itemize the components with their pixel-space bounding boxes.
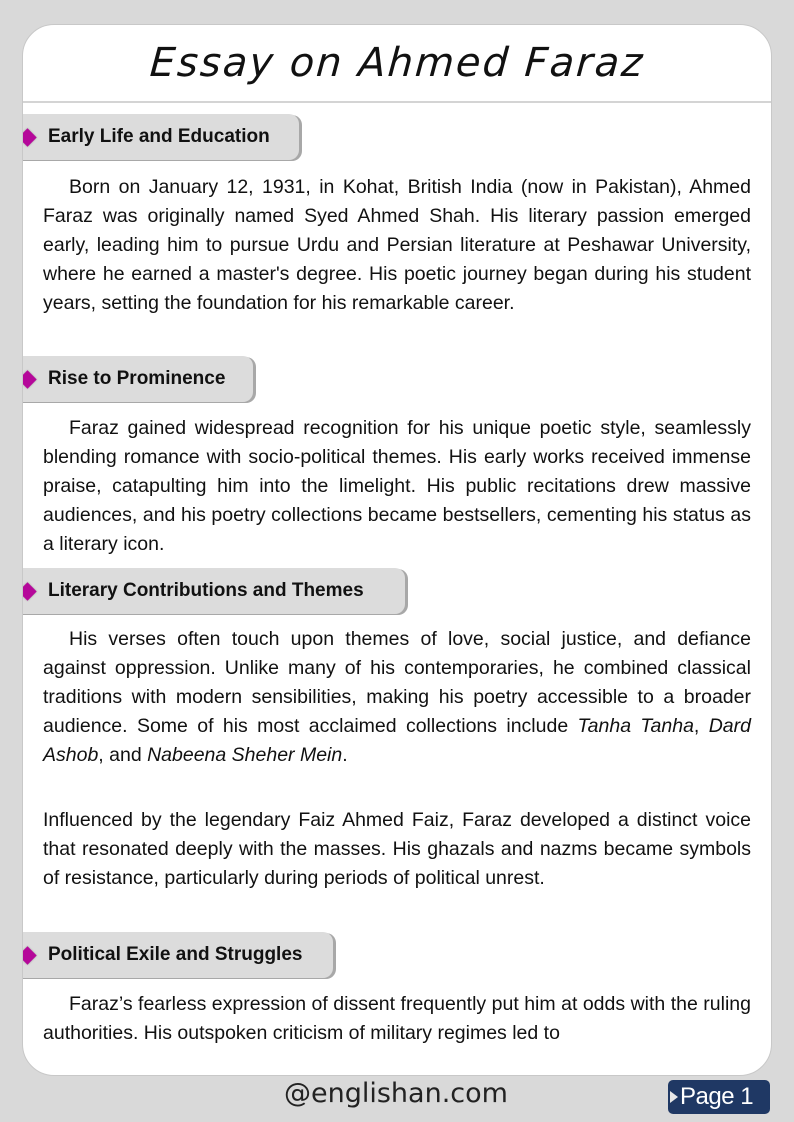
section-heading-rise-to-prominence — [22, 356, 253, 402]
paragraph-text: His verses often touch upon themes of love, social justice, and defiance against oppression. Unlike many of his contemporaries, he combined classical traditions with modern sensibilities, making his poetry accessible to a broader audience. Some of his most acclaimed collections include — [43, 628, 751, 737]
page-number-label: Page 1 — [680, 1083, 754, 1110]
title-banner — [23, 25, 771, 103]
page-number-badge — [668, 1080, 770, 1114]
work-title: Nabeena Sheher Mein — [147, 744, 343, 766]
paragraph-literary-contributions — [43, 625, 751, 770]
paragraph-early-life: Born on January 12, 1931, in Kohat, British India (now in Pakistan), Ahmed Faraz was originally named Syed Ahmed Shah. His literary passion emerged early, leading him to pursue Urdu and Persian literature at Peshawar University, where he earned a master's degree. His poetic journey began during his student years, setting the foundation for his remarkable career. — [43, 176, 751, 314]
diamond-bullet-icon — [22, 128, 37, 146]
diamond-bullet-icon — [22, 946, 37, 964]
section-heading-label: Rise to Prominence — [48, 368, 226, 389]
work-title: Tanha Tanha — [577, 715, 694, 737]
section-heading-label: Political Exile and Struggles — [48, 944, 303, 965]
arrow-right-icon — [670, 1091, 678, 1103]
work-title: Dard Ashob — [43, 715, 751, 766]
website-watermark: @englishan.com — [284, 1078, 508, 1109]
section-heading-label: Early Life and Education — [48, 126, 270, 147]
paragraph-political-exile: Faraz’s fearless expression of dissent frequently put him at odds with the ruling authorities. His outspoken criticism of military regimes led to — [43, 993, 751, 1044]
section-heading-literary-contributions — [22, 568, 405, 614]
section-heading-political-exile — [22, 932, 333, 978]
paragraph-text: , and — [98, 744, 148, 766]
paragraph-rise-to-prominence: Faraz gained widespread recognition for his unique poetic style, seamlessly blending romance with socio-political themes. His early works received immense praise, catapulting him into the limelight. His public recitations drew massive audiences, and his poetry collections became bestsellers, cementing his status as a literary icon. — [43, 417, 751, 555]
page-title: Essay on Ahmed Faraz — [148, 40, 646, 86]
section-heading-label: Literary Contributions and Themes — [48, 580, 364, 601]
essay-page-card — [22, 24, 772, 1076]
diamond-bullet-icon — [22, 582, 37, 600]
paragraph-text: , — [693, 715, 709, 737]
diamond-bullet-icon — [22, 370, 37, 388]
paragraph-faiz-influence: Influenced by the legendary Faiz Ahmed Faiz, Faraz developed a distinct voice that resonated deeply with the masses. His ghazals and nazms became symbols of resistance, particularly during periods of political unrest. — [43, 809, 751, 889]
paragraph-text: . — [342, 744, 348, 766]
section-heading-early-life — [22, 114, 299, 160]
